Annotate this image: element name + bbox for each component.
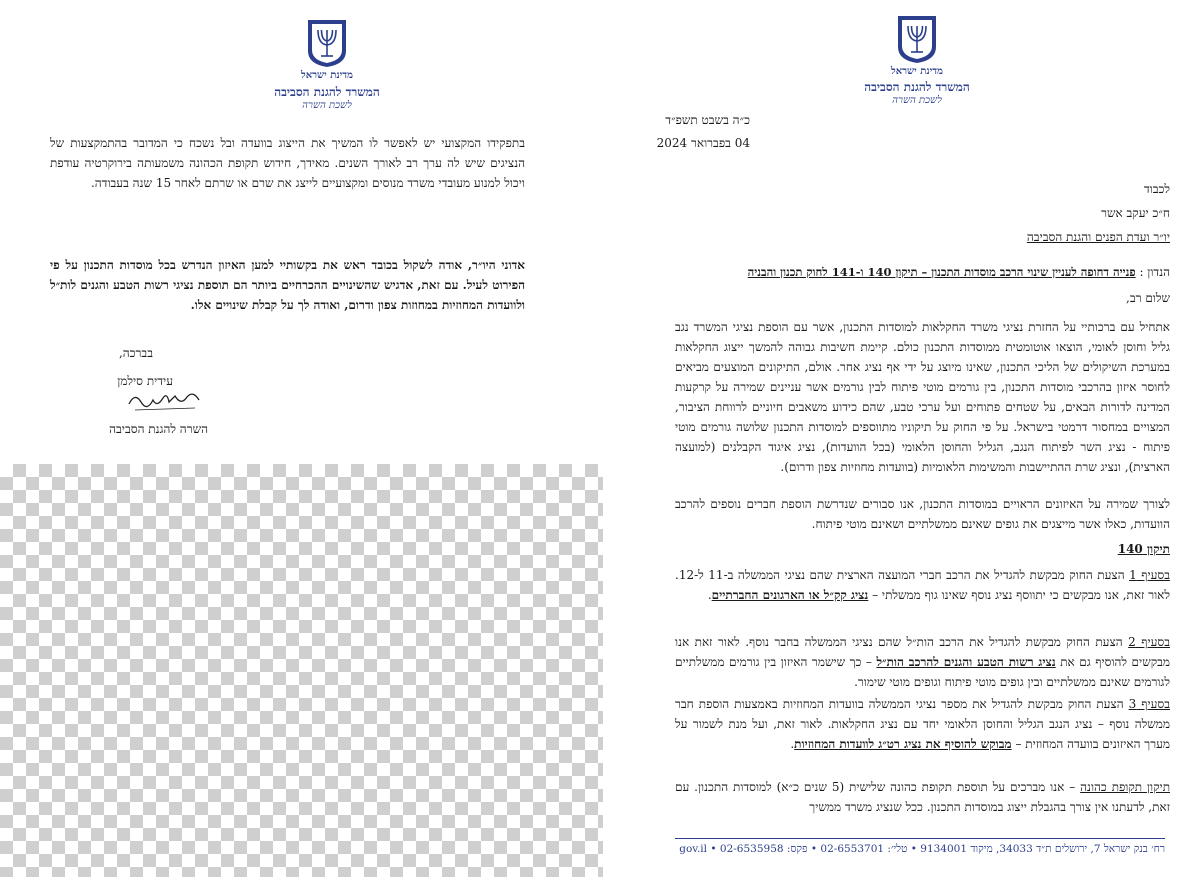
- section-1-end: .: [707, 588, 712, 602]
- section-2-label: בסעיף 2: [1128, 635, 1171, 649]
- section-2-end: – כך שישמר האיזון בין גורמים ממשלתיים לגורמים שאינם ממשלתיים ובין גופים מוטי פיתוח וגופים מוטי שימור.: [675, 655, 1170, 689]
- hebrew-date: כ״ה בשבט תשפ״ד: [665, 113, 750, 127]
- term-paragraph: [675, 777, 1170, 817]
- term-label: תיקון תקופת כהונה: [1080, 780, 1171, 794]
- letterhead-state: מדינת ישראל: [891, 66, 943, 77]
- section-3-emphasis: מבוקש להוסיף את נציג רט״ג לוועדות המחוזיות: [794, 737, 1012, 751]
- body-paragraph-1: אתחיל עם ברכותיי על החזרת נציגי משרד החקלאות למוסדות התכנון, אשר עם הוספת נציגי המשרד נגב גליל וחוסן לאומי, הוצאו אוטומטית ממוסדות התכנון כולם. קיימת חשיבות גבוהה להמשך ייצוג החקלאות במערכת השיקולים של הליכי התכנון, שאינו מיוצג על ידי אף נציג אחר. אולם, התיקונים המוצעים מביאים לחוסר איזון בהרכבי מוסדות התכנון, בין גורמים מוטי פיתוח לבין גורמים אשר עניינים שמירה על קרקעות המדינה לדורות הבאים, על שטחים פתוחים ועל ערכי טבע, שהם כידוע משאבים חיוניים לרווחת הציבור, המצויים במחסור דרמטי בישראל. על פי החוק על תיקוניו מתווספים למוסדות התכנון שלושה גורמים מוטי פיתוח - נציג השר לפיתוח הנגב, הגליל והחוסן הלאומי (בכל הוועדות), נציג איגוד הקבלנים (למועצה הארצית), ונציג שרת ההתיישבות והמשימות הלאומיות (בוועדות מחוזיות צפון ודרום).: [675, 320, 1170, 474]
- body-paragraph-2: לצורך שמירה על האיזונים הראויים במוסדות התכנון, אנו סבורים שנדרשת הוספת חברים נוספים להרכב הוועדות, כאלו אשר מייצגים את גופים שאינם ממשלתיים ושאינם מוטי פיתוח.: [675, 497, 1170, 531]
- transparent-area: [0, 464, 603, 877]
- signer-title: השרה להגנת הסביבה: [109, 422, 208, 436]
- state-emblem-icon: [305, 18, 349, 68]
- footer-divider: [675, 838, 1165, 839]
- gregorian-date: 04 בפברואר 2024: [656, 136, 750, 150]
- signer-name: עידית סילמן: [117, 374, 173, 388]
- state-emblem-icon: [895, 14, 939, 64]
- section-1-text: הצעת החוק מבקשת להגדיל את הרכב חברי המועצה הארצית שהם נציגי הממשלה ב-11 ל-12. לאור זאת, אנו מבקשים כי יתווסף נציג נוסף שאינו גוף ממשלתי –: [675, 568, 1170, 602]
- subject-line: [748, 265, 1170, 280]
- section-3-text: הצעת החוק מבקשת להגדיל את מספר נציגי הממשלה בוועדות המחוזיות באמצעות הוספת חבר ממשלה נוסף – נציג הנגב הגליל והחוסן הלאומי יחד עם נציג החקלאות. לאור זאת, ועל מנת לשמור על מערך האיזונים בוועדה המחוזית –: [675, 697, 1171, 751]
- section-1-emphasis: נציג קק״ל או הארגונים החברתיים: [711, 588, 869, 602]
- section-heading: תיקון 140: [1117, 542, 1170, 556]
- continuation-paragraph: בתפקידו המקצועי יש לאפשר לו המשיך את הייצוג בוועדה ובל נשכח כי המדובר בהתמקצעות של הנציגים שיש לה ערך רב לאורך השנים. מאידך, חידוש תקופת הכהונה משמעותה בירוקרטיה עודפת ויכול למנוע מעובדי משרד מנוסים ומקצועיים לייצג את שרם או שרתם לאחר 15 שנה בעבודה.: [50, 136, 525, 190]
- section-1-label: בסעיף 1: [1129, 568, 1171, 582]
- letterhead-state: מדינת ישראל: [301, 70, 353, 81]
- section-2-text: הצעת החוק מבקשת להגדיל את הרכב הות״ל שהם נציגי הממשלה בחבר נוסף. לאור זאת אנו מבקשים להוסיף גם את: [675, 635, 1171, 669]
- section-3-label: בסעיף 3: [1128, 697, 1170, 711]
- letter-page-1: [625, 0, 1200, 877]
- subject-text: פנייה דחופה לעניין שינוי הרכב מוסדות התכנון – תיקון 140 ו-141 לחוק תכנון והבניה: [747, 265, 1136, 279]
- section-3-paragraph: [675, 694, 1170, 754]
- letterhead-office: לשכת השרה: [892, 95, 942, 106]
- page-gutter: [603, 0, 625, 877]
- greeting: שלום רב,: [1126, 291, 1170, 305]
- section-2-paragraph: [675, 632, 1170, 692]
- letterhead-ministry: המשרד להגנת הסביבה: [864, 80, 970, 94]
- section-1-paragraph: [675, 565, 1170, 605]
- to-label: לכבוד: [1143, 182, 1170, 196]
- closing-salutation: בברכה,: [118, 346, 153, 360]
- letterhead-office: לשכת השרה: [302, 100, 352, 111]
- closing-request-paragraph: אדוני היו״ר, אודה לשקול בכובד ראש את בקשותיי למען האיזון הנדרש בכל מוסדות התכנון על פי הפירוט לעיל. עם זאת, אדגיש שהשינויים ההכרחיים ביותר הם תוספת נציגי רשות הטבע והגנים לות״ל ולוועדות המחוזיות במחוזות צפון ודרום, ואודה לך על קבלת שינויים אלו.: [50, 258, 525, 312]
- letterhead-footer: רח׳ בנק ישראל 7, ירושלים ת״ד 34033, מיקוד 9134001 • טלי׳: 02-6553701 • פקס: 02-6535958 • gov.il: [679, 843, 1165, 855]
- term-text: – אנו מברכים על תוספת תקופת כהונה שלישית (5 שנים כ״א) למוסדות התכנון. עם זאת, לדעתנו אין צורך בהגבלת ייצוג במוסדות התכנון. ככל שנציג משרד ממשיך: [675, 780, 1170, 814]
- handwritten-signature: [125, 388, 205, 416]
- recipient-name: ח״כ יעקב אשר: [1101, 206, 1170, 220]
- subject-prefix: הנדון :: [1139, 265, 1170, 279]
- section-2-emphasis: נציג רשות הטבע והגנים להרכב הות״ל: [876, 655, 1056, 669]
- section-3-end: .: [790, 737, 795, 751]
- letterhead-ministry: המשרד להגנת הסביבה: [274, 85, 380, 99]
- recipient-role: יו״ר ועדת הפנים והגנת הסביבה: [1026, 230, 1170, 244]
